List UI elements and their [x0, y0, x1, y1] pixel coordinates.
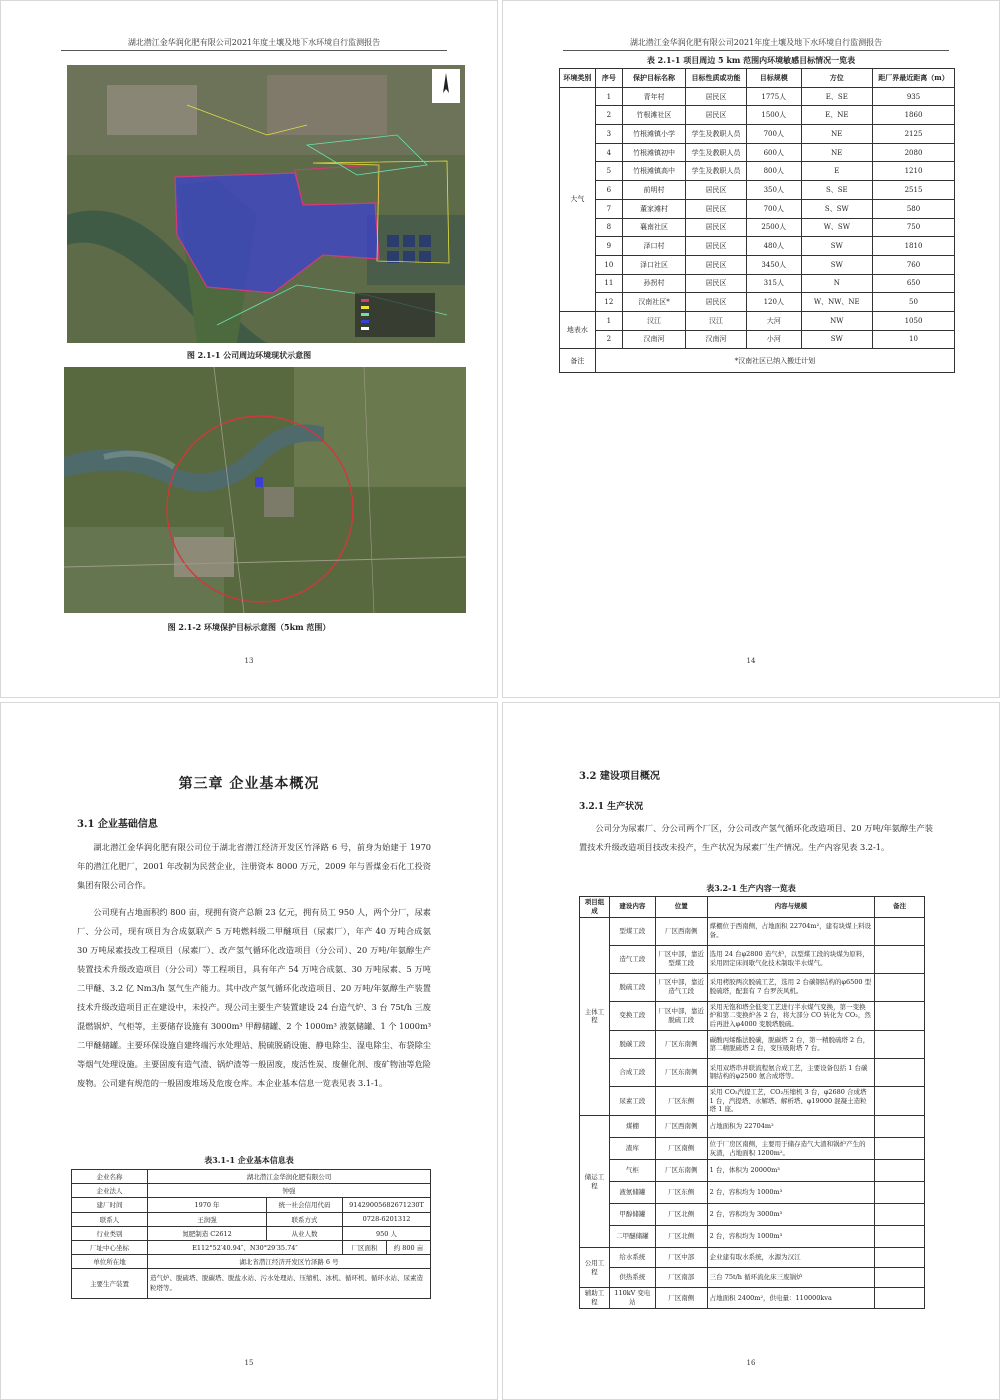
table-cell: 5: [595, 162, 622, 181]
table-cell: S、SE: [801, 181, 872, 200]
table-cell: 学生及教职人员: [686, 143, 747, 162]
table-cell: 脱硫工段: [609, 973, 655, 1001]
table-cell: 580: [873, 199, 955, 218]
header-cell: 目标性质或功能: [686, 69, 747, 88]
table-cell: 10: [595, 255, 622, 274]
table-cell-empty: [875, 1116, 925, 1138]
group-cell: 公用工程: [580, 1248, 610, 1288]
table-cell: 造气工段: [609, 945, 655, 973]
table-cell: 110kV 变电站: [609, 1288, 655, 1309]
table-cell: 厂区西南侧: [655, 917, 707, 945]
map-surroundings: [67, 65, 465, 343]
table-cell: 居民区: [686, 218, 747, 237]
table-row: [560, 237, 955, 256]
table-row: [72, 1170, 431, 1184]
table-row: [580, 1058, 925, 1086]
cell-value: 氮肥制造 C2612: [148, 1226, 267, 1240]
cell-value: 湖北潜江金华润化肥有限公司: [148, 1170, 431, 1184]
cell-label: 主要生产装置: [72, 1269, 148, 1299]
cell-label: 联系方式: [267, 1212, 343, 1226]
category-cell: 大气: [560, 87, 596, 311]
table-cell: 董家滩村: [623, 199, 686, 218]
table-cell: 2125: [873, 125, 955, 144]
table-cell: 760: [873, 255, 955, 274]
table-cell: 采用双塔串并联流程氨合成工艺，主要设备包括 1 台碳钢结构的φ2500 氨合成塔等。: [707, 1058, 874, 1086]
table-row: [560, 255, 955, 274]
paragraph: 公司分为尿素厂、分公司两个厂区，分公司改产氢气循环化改造项目、20 万吨/年氨醇生产装置技术升级改造项目技改未投产，生产状况为尿素厂生产情况。生产内容见表 3.2-1。: [579, 823, 933, 852]
table-cell-empty: [875, 973, 925, 1001]
section-title: 3.2 建设项目概况: [579, 771, 660, 782]
table-cell-empty: [875, 1086, 925, 1115]
page-number: 16: [746, 1359, 756, 1367]
table-cell: 居民区: [686, 255, 747, 274]
table-cell: 厂区东南侧: [655, 1160, 707, 1182]
table-cell: 700人: [746, 125, 801, 144]
cell-value: 约 800 亩: [387, 1240, 431, 1254]
table-cell-empty: [875, 1160, 925, 1182]
table-cell-empty: [875, 1030, 925, 1058]
table-cell: 大河: [746, 311, 801, 330]
subsection-title: 3.2.1 生产状况: [579, 802, 644, 812]
table-row: [580, 1030, 925, 1058]
paragraph: 湖北潜江金华润化肥有限公司位于湖北省潜江经济开发区竹泽路 6 号，前身为始建于 1970 年的潜江化肥厂，2001 年改制为民营企业，注册资本 8000 万元，2009 年与晋煤金石化工投资集团有限公司合作。: [77, 842, 431, 890]
table-header-row: [560, 69, 955, 88]
page-number: 13: [244, 657, 254, 665]
cell-label: 企业名称: [72, 1170, 148, 1184]
table-row: [560, 181, 955, 200]
header-cell: 距厂界最近距离（m）: [873, 69, 955, 88]
table-cell: 襄南社区: [623, 218, 686, 237]
table-cell: 1810: [873, 237, 955, 256]
table-row: [560, 330, 955, 349]
table-cell: 三台 75t/h 循环流化床三废锅炉: [707, 1268, 874, 1288]
table-cell: 煤棚位于西南侧，占地面积 22704m²，建有块煤上料设备。: [707, 917, 874, 945]
table-cell: 6: [595, 181, 622, 200]
cell-label: 建厂时间: [72, 1198, 148, 1212]
table-cell: 居民区: [686, 106, 747, 125]
table-cell: 企业建有取水系统，水源为汉江: [707, 1248, 874, 1268]
table-cell: 11: [595, 274, 622, 293]
table-row: [560, 293, 955, 312]
table-cell: E: [801, 162, 872, 181]
table-cell: 厂区东南侧: [655, 1030, 707, 1058]
table-cell: 二甲醚储罐: [609, 1226, 655, 1248]
header-cell: 备注: [875, 897, 925, 918]
cell-value: 0728-6201312: [343, 1212, 431, 1226]
table-cell: 厂区中部，靠近型煤工段: [655, 945, 707, 973]
table-cell: 竹根滩镇高中: [623, 162, 686, 181]
table-cell: W、SW: [801, 218, 872, 237]
page-number: 15: [244, 1359, 254, 1367]
table-row: [560, 143, 955, 162]
table-caption-2-1-1: 表 2.1-1 项目周边 5 km 范围内环境敏感目标情况一览表: [646, 55, 856, 65]
table-row: [560, 199, 955, 218]
table-row: [72, 1212, 431, 1226]
page-14: [502, 0, 1000, 698]
page-header: 湖北潜江金华润化肥有限公司2021年度土壤及地下水环境自行监测报告: [61, 37, 447, 51]
table-cell: 合成工段: [609, 1058, 655, 1086]
table-row: [580, 1086, 925, 1115]
table-cell: 1210: [873, 162, 955, 181]
table-cell-empty: [875, 1268, 925, 1288]
section-title: 3.1 企业基础信息: [77, 819, 158, 830]
cell-label: 企业法人: [72, 1184, 148, 1198]
table-cell-empty: [875, 1226, 925, 1248]
table-cell: 8: [595, 218, 622, 237]
table-caption-3-2-1: 表3.2-1 生产内容一览表: [706, 883, 796, 893]
table-row: [560, 311, 955, 330]
header-cell: 环境类别: [560, 69, 596, 88]
table-cell: 变换工段: [609, 1001, 655, 1030]
map-protection-targets-image: [64, 367, 466, 613]
cell-value: 湖北省潜江经济开发区竹泽路 6 号: [148, 1255, 431, 1269]
table-cell: 750: [873, 218, 955, 237]
header-cell: 序号: [595, 69, 622, 88]
table-row: [580, 1204, 925, 1226]
table-cell: 居民区: [686, 87, 747, 106]
table-row: [580, 1248, 925, 1268]
table-cell: 厂区东侧: [655, 1086, 707, 1115]
page-header: 湖北潜江金华润化肥有限公司2021年度土壤及地下水环境自行监测报告: [563, 37, 949, 51]
table-row: [72, 1226, 431, 1240]
header-cell: 位置: [655, 897, 707, 918]
table-cell: 供热系统: [609, 1268, 655, 1288]
sensitive-targets-table: [559, 68, 955, 373]
table-cell: 120人: [746, 293, 801, 312]
table-cell: 厂区中部: [655, 1248, 707, 1268]
table-cell: 1775人: [746, 87, 801, 106]
table-cell: 气柜: [609, 1160, 655, 1182]
cell-label: 联系人: [72, 1212, 148, 1226]
figure-caption-2-1-1: 图 2.1-1 公司周边环境现状示意图: [186, 350, 312, 360]
table-row: [560, 87, 955, 106]
cell-label: 单位所在地: [72, 1255, 148, 1269]
table-cell: 采用无饱和塔全低变工艺进行半水煤气变换，第一变换炉和第二变换炉各 2 台，将大部分 CO 转化为 CO₂，然后再进入φ4000 变脱塔脱硫。: [707, 1001, 874, 1030]
table-cell: 占地面积 2400m²，供电量：110000kva: [707, 1288, 874, 1309]
chapter-title: 第三章 企业基本概况: [178, 776, 320, 792]
table-cell-empty: [875, 945, 925, 973]
table-cell-empty: [875, 1204, 925, 1226]
table-cell: 汉南河: [686, 330, 747, 349]
table-cell-empty: [875, 1248, 925, 1268]
table-cell: 1 台，体积为 20000m³: [707, 1160, 874, 1182]
table-cell: 汉江: [623, 311, 686, 330]
table-cell: SW: [801, 237, 872, 256]
cell-value: E112°52′40.94″、N30°29′35.74″: [148, 1240, 343, 1254]
table-row: [72, 1269, 431, 1299]
figure-caption-2-1-2: 图 2.1-2 环境保护目标示意图（5km 范围）: [167, 622, 331, 632]
table-cell: 甲醇储罐: [609, 1204, 655, 1226]
table-cell: 1860: [873, 106, 955, 125]
table-cell: 7: [595, 199, 622, 218]
cell-value: 钟强: [148, 1184, 431, 1198]
table-cell: 渣库: [609, 1138, 655, 1160]
table-cell: 泽口村: [623, 237, 686, 256]
group-cell: 主体工程: [580, 917, 610, 1116]
table-cell: 2080: [873, 143, 955, 162]
table-header-row: [580, 897, 925, 918]
table-cell: 3450人: [746, 255, 801, 274]
table-row: [560, 125, 955, 144]
map-surroundings-image: [67, 65, 465, 343]
table-cell: 650: [873, 274, 955, 293]
page-15: [0, 702, 498, 1400]
header-cell: 内容与规模: [707, 897, 874, 918]
table-cell: E、NE: [801, 106, 872, 125]
table-cell-empty: [875, 1182, 925, 1204]
page-16: [502, 702, 1000, 1400]
table-cell: 脱碳工段: [609, 1030, 655, 1058]
table-cell: 800人: [746, 162, 801, 181]
table-cell: 采用栲胶两次脱硫工艺，选用 2 台碳钢结构的φ6500 型脱硫塔，配套有 7 台罗茨风机。: [707, 973, 874, 1001]
table-row: [560, 106, 955, 125]
table-cell: 厂区南侧: [655, 1138, 707, 1160]
table-row: [580, 917, 925, 945]
table-cell: 竹根滩镇小学: [623, 125, 686, 144]
table-cell: 厂区东南侧: [655, 1058, 707, 1086]
table-cell-empty: [875, 1001, 925, 1030]
table-cell: 学生及教职人员: [686, 125, 747, 144]
header-cell: 建设内容: [609, 897, 655, 918]
table-cell: 竹根滩社区: [623, 106, 686, 125]
production-content-table: [579, 896, 925, 1309]
table-row: [72, 1255, 431, 1269]
header-cell: 目标规模: [746, 69, 801, 88]
table-cell: 汉江: [686, 311, 747, 330]
table-cell: 50: [873, 293, 955, 312]
table-row: [580, 1138, 925, 1160]
table-cell: 3: [595, 125, 622, 144]
table-row: [560, 218, 955, 237]
table-cell-empty: [875, 1288, 925, 1309]
table-cell: 1: [595, 311, 622, 330]
table-cell: 居民区: [686, 274, 747, 293]
table-cell: 厂区北侧: [655, 1226, 707, 1248]
table-cell: E、SE: [801, 87, 872, 106]
cell-value: 91429005682671230T: [343, 1198, 431, 1212]
table-cell: 青年村: [623, 87, 686, 106]
cell-label: 厂址中心坐标: [72, 1240, 148, 1254]
table-cell: 700人: [746, 199, 801, 218]
page-13: [0, 0, 498, 698]
table-cell: S、SW: [801, 199, 872, 218]
cell-value: 王润强: [148, 1212, 267, 1226]
table-cell: 厂区东侧: [655, 1182, 707, 1204]
table-cell: 600人: [746, 143, 801, 162]
table-cell: 2500人: [746, 218, 801, 237]
table-row: [72, 1240, 431, 1254]
table-cell: 12: [595, 293, 622, 312]
table-cell: 碳酸丙烯酯法脱碳，脱碳塔 2 台，第一精脱硫塔 2 台，第二精脱硫塔 2 台，变压吸附塔 7 台。: [707, 1030, 874, 1058]
page-number: 14: [746, 657, 756, 665]
header-cell: 项目组成: [580, 897, 610, 918]
group-cell: 辅助工程: [580, 1288, 610, 1309]
table-cell: 厂区南部: [655, 1268, 707, 1288]
table-cell: 9: [595, 237, 622, 256]
table-cell: 选用 24 台φ2800 造气炉，以型煤工段的块煤为原料，采用固定床间歇气化技术制取半水煤气。: [707, 945, 874, 973]
table-cell: 汉南社区*: [623, 293, 686, 312]
table-row: [580, 1268, 925, 1288]
table-row: [580, 1288, 925, 1309]
table-cell: W、NW、NE: [801, 293, 872, 312]
table-cell: N: [801, 274, 872, 293]
table-cell: 厂区中部，靠近造气工段: [655, 973, 707, 1001]
table-cell: 液氨储罐: [609, 1182, 655, 1204]
table-cell: 2 台，容积均为 3000m³: [707, 1204, 874, 1226]
table-row: [580, 973, 925, 1001]
table-row: [560, 162, 955, 181]
table-cell: 1050: [873, 311, 955, 330]
table-cell: 居民区: [686, 237, 747, 256]
table-cell: 竹根滩镇初中: [623, 143, 686, 162]
table-row: [580, 945, 925, 973]
table-cell: 2 台，容积均为 1000m³: [707, 1226, 874, 1248]
table-cell: 型煤工段: [609, 917, 655, 945]
table-cell: NE: [801, 125, 872, 144]
table-cell: 居民区: [686, 181, 747, 200]
table-cell-empty: [875, 1058, 925, 1086]
table-cell: 厂区西南侧: [655, 1116, 707, 1138]
table-row: [72, 1198, 431, 1212]
table-cell: SW: [801, 330, 872, 349]
cell-label: 厂区面积: [343, 1240, 387, 1254]
table-caption-3-1-1: 表3.1-1 企业基本信息表: [204, 1155, 294, 1165]
table-cell: 2: [595, 106, 622, 125]
table-cell: 厂区南侧: [655, 1288, 707, 1309]
table-cell: 厂区北侧: [655, 1204, 707, 1226]
cell-value: 950 人: [343, 1226, 431, 1240]
company-info-table: [71, 1169, 431, 1299]
table-cell: SW: [801, 255, 872, 274]
table-cell: 480人: [746, 237, 801, 256]
table-cell: 厂区中部，靠近脱硫工段: [655, 1001, 707, 1030]
table-row: [580, 1001, 925, 1030]
table-cell: 10: [873, 330, 955, 349]
table-cell: NW: [801, 311, 872, 330]
table-cell: 占地面积为 22704m²: [707, 1116, 874, 1138]
remark-row: [560, 349, 955, 373]
table-cell-empty: [875, 1138, 925, 1160]
table-cell: 居民区: [686, 199, 747, 218]
table-cell: 2 台，容积均为 1000m³: [707, 1182, 874, 1204]
table-cell: 煤棚: [609, 1116, 655, 1138]
table-cell: 前明村: [623, 181, 686, 200]
table-cell: 350人: [746, 181, 801, 200]
remark-text: *汉南社区已纳入搬迁计划: [595, 349, 954, 373]
table-cell: 2515: [873, 181, 955, 200]
table-cell: 孙拐村: [623, 274, 686, 293]
table-cell: 4: [595, 143, 622, 162]
table-cell: 泽口社区: [623, 255, 686, 274]
table-cell: 学生及教职人员: [686, 162, 747, 181]
remark-label: 备注: [560, 349, 596, 373]
table-cell: 315人: [746, 274, 801, 293]
table-cell: 尿素工段: [609, 1086, 655, 1115]
table-cell: 小河: [746, 330, 801, 349]
table-row: [580, 1116, 925, 1138]
table-cell: 采用 CO₂汽提工艺，CO₂压缩机 3 台，φ2680 合成塔 1 台，汽提塔、水解塔、解析塔、φ19000 混凝土造粒塔 1 座。: [707, 1086, 874, 1115]
table-row: [580, 1182, 925, 1204]
map-protection-targets: [64, 367, 466, 613]
table-row: [580, 1160, 925, 1182]
cell-value: 造气炉、脱硫塔、脱碳塔、脱盐水站、污水处理站、压缩机、冰机、循环机、循环水站、尿素造粒塔等。: [148, 1269, 431, 1299]
group-cell: 储运工程: [580, 1116, 610, 1248]
header-cell: 方位: [801, 69, 872, 88]
table-cell-empty: [875, 917, 925, 945]
table-cell: NE: [801, 143, 872, 162]
header-cell: 保护目标名称: [623, 69, 686, 88]
cell-label: 从业人数: [267, 1226, 343, 1240]
category-cell: 地表水: [560, 311, 596, 348]
cell-label: 统一社会信用代码: [267, 1198, 343, 1212]
table-cell: 位于厂房区南侧，主要用于储存造气大渣和锅炉产生的灰渣，占地面积 1200m²。: [707, 1138, 874, 1160]
table-cell: 935: [873, 87, 955, 106]
table-row: [72, 1184, 431, 1198]
cell-label: 行业类别: [72, 1226, 148, 1240]
table-cell: 1500人: [746, 106, 801, 125]
table-row: [560, 274, 955, 293]
table-cell: 居民区: [686, 293, 747, 312]
table-cell: 2: [595, 330, 622, 349]
table-cell: 给水系统: [609, 1248, 655, 1268]
table-row: [580, 1226, 925, 1248]
table-cell: 汉南河: [623, 330, 686, 349]
table-cell: 1: [595, 87, 622, 106]
paragraph: 公司现有占地面积约 800 亩，现拥有资产总额 23 亿元，拥有员工 950 人，两个分厂，尿素厂、分公司，现有项目为合成氨联产 5 万吨燃料级二甲醚项目（尿素厂），年产 40 万吨合成氨 30 万吨尿素技改工程项目（尿素厂）、改产氢气循环化改造项目（分公司）、20 万吨/年氨醇生产装置技术升级改造项目（分公司）等工程项目，具有年产 54 万吨合成氨、30 万吨尿素、5 万吨二甲醚、3.2 亿 Nm3/h 氢气生产能力。其中改产氢气循环化改造项目、20 万吨/年氨醇生产装置技术升级改造项目正在建设中，未投产。现公司主要生产装置建设 24 台造气炉、3 台 75t/h 三废混燃锅炉、气柜等，主要储存设施有 3000m³ 甲醇储罐、2 个 1000m³ 液氨储罐、1 个 1000m³ 二甲醚储罐。主要环保设施自建终端污水处理站、脱硫脱硝设施、静电除尘、湿电除尘、布袋除尘等烟气处理设施。主要固废有造气渣、锅炉渣等一般固废，废活性炭、废催化剂、废矿物油等危险废物。公司建有规范的一般固废堆场及危废仓库。本企业基本信息一览表见表 3.1-1。: [77, 907, 431, 1088]
cell-value: 1970 年: [148, 1198, 267, 1212]
